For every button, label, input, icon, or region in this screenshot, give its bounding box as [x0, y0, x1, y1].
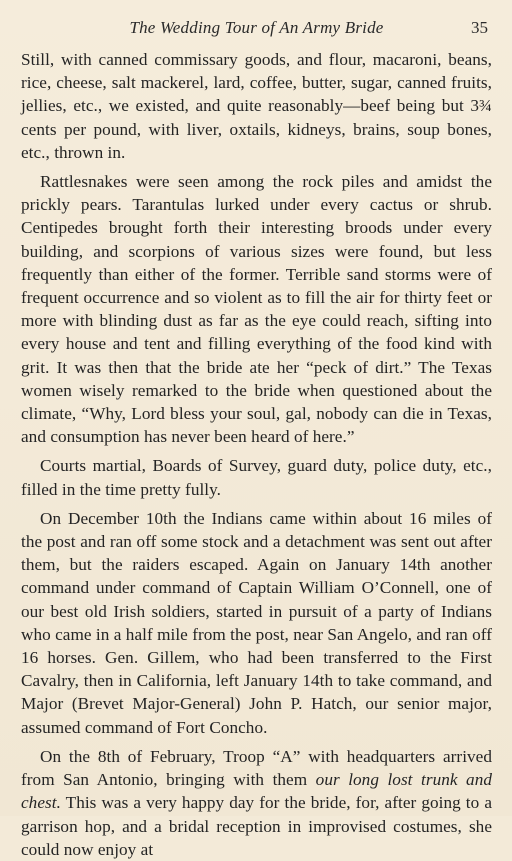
italic-phrase: our long lost trunk and chest.	[21, 770, 492, 813]
page-number: 35	[471, 18, 488, 37]
paragraph-troop-arrival	[21, 745, 492, 861]
paragraph-wildlife-and-storms: Rattlesnakes were seen among the rock piles and amidst the prickly pears. Tarantulas lurked under every cactus or shrub. Centipedes brought forth their interesting broods under every building, and scorpions of various sizes were found, but less frequently than either of the former. Terrible sand storms were of frequent occurrence and so violent as to fill the air for thirty feet or more with blinding dust as far as the eye could reach, sifting into every house and tent and filling everything of the food kind with grit. It was then that the bride ate her “peck of dirt.” The Texas women wisely remarked to the bride when questioned about the climate, “Why, Lord bless your soul, gal, nobody can die in Texas, and consumption has never been heard of here.”	[21, 172, 492, 447]
paragraph-indian-raids: On December 10th the Indians came within about 16 miles of the post and ran off some stock and a detachment was sent out after them, but the raiders escaped. Again on January 14th another command under command of Captain William O’Connell, one of our best old Irish soldiers, started in pursuit of a party of Indians who came in a half mile from the post, near San Angelo, and ran off 16 horses. Gen. Gillem, who had been transferred to the First Cavalry, then in California, left January 14th to take command, and Major (Brevet Major-General) John P. Hatch, our senior major, assumed command of Fort Concho.	[21, 508, 492, 737]
paragraph-troop-arrival-continuation: This was a very happy day for the bride, for, after going to a garrison hop, and a bridal reception in improvised costumes, she could now enjoy at	[21, 793, 492, 859]
body-text	[21, 48, 492, 861]
running-title: The Wedding Tour of An Army Bride	[129, 18, 384, 37]
paragraph-provisions: Still, with canned commissary goods, and flour, macaroni, beans, rice, cheese, salt mackerel, lard, coffee, butter, sugar, canned fruits, jellies, etc., we existed, and quite reasonably—beef being but 3¾ cents per pound, with liver, oxtails, kidneys, brains, soup bones, etc., thrown in.	[21, 50, 492, 162]
running-head	[21, 18, 492, 40]
paragraph-troop-arrival-text: On the 8th of February, Troop “A” with headquarters arrived from San Antonio, bringing with them	[21, 746, 492, 790]
paragraph-duties: Courts martial, Boards of Survey, guard duty, police duty, etc., filled in the time pretty fully.	[21, 456, 492, 499]
